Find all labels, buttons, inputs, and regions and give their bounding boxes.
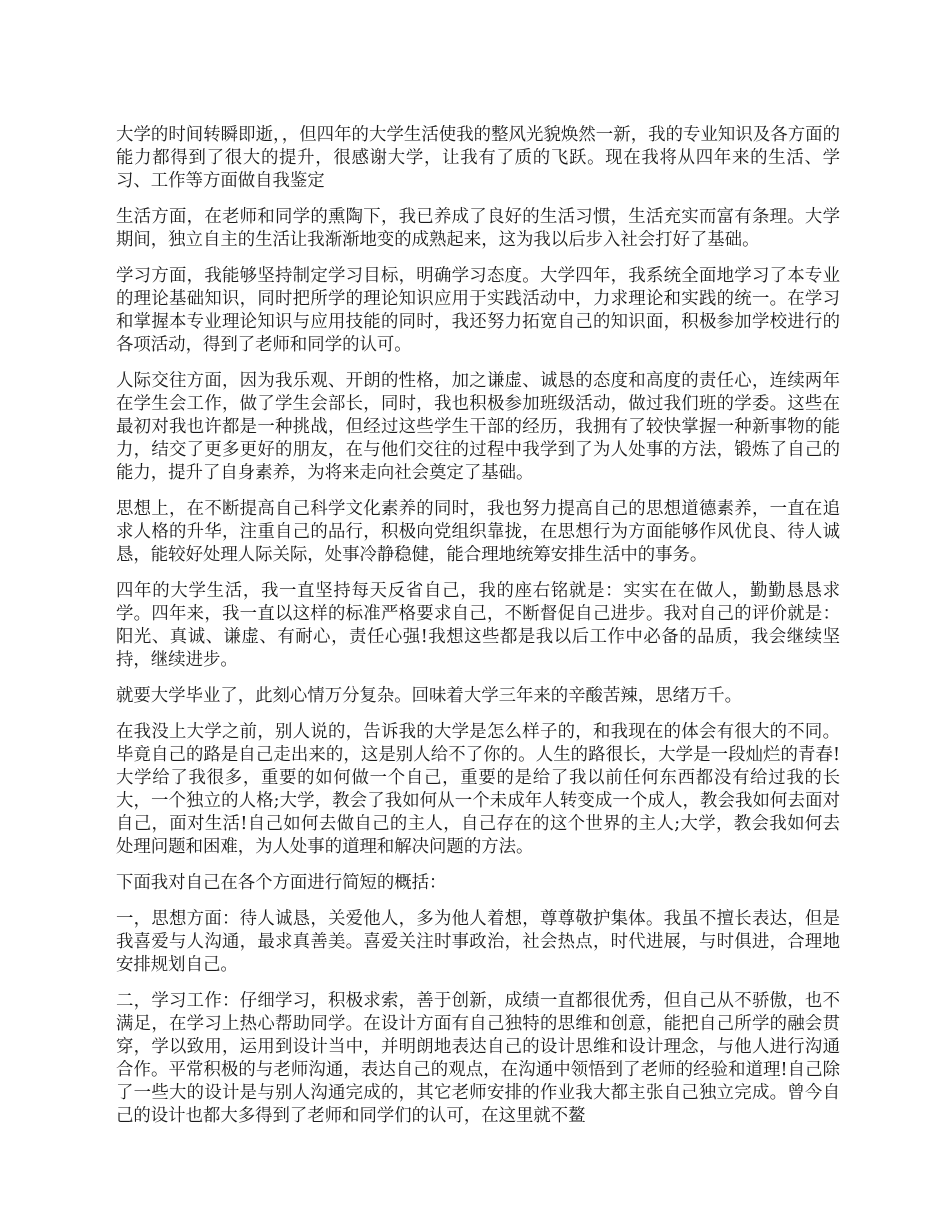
paragraph-before-college: 在我没上大学之前，别人说的，告诉我的大学是怎么样子的，和我现在的体会有很大的不同。毕竟自己的路是自己走出来的，这是别人给不了你的。人生的路很长，大学是一段灿烂的青春!大学给了我很多，重要的如何做一个自己，重要的是给了我以前任何东西都没有给过我的长大，一个独立的人格;大学，教会了我如何从一个未成年人转变成一个成人，教会我如何去面对自己，面对生活!自己如何去做自己的主人，自己存在的这个世界的主人;大学，教会我如何去处理问题和困难，为人处事的道理和解决问题的方法。: [116, 722, 840, 857]
document-body: [116, 124, 840, 1141]
paragraph-study: 学习方面，我能够坚持制定学习目标，明确学习态度。大学四年，我系统全面地学习了本专业的理论基础知识，同时把所学的理论知识应用于实践活动中，力求理论和实践的统一。在学习和掌握本专业理论知识与应用技能的同时，我还努力拓宽自己的知识面，积极参加学校进行的各项活动，得到了老师和同学的认可。: [116, 266, 840, 355]
paragraph-interpersonal: 人际交往方面，因为我乐观、开朗的性格，加之谦虚、诚恳的态度和高度的责任心，连续两年在学生会工作，做了学生会部长，同时，我也积极参加班级活动，做过我们班的学委。这些在最初对我也许都是一种挑战，但经过这些学生干部的经历，我拥有了较快掌握一种新事物的能力，结交了更多更好的朋友，在与他们交往的过程中我学到了为人处事的方法，锻炼了自己的能力，提升了自身素养，为将来走向社会奠定了基础。: [116, 371, 840, 483]
paragraph-summary-intro: 下面我对自己在各个方面进行简短的概括：: [116, 873, 447, 893]
paragraph-intro: 大学的时间转瞬即逝，，但四年的大学生活使我的整风光貌焕然一新，我的专业知识及各方面的能力都得到了很大的提升，很感谢大学，让我有了质的飞跃。现在我将从四年来的生活、学习、工作等方面做自我鉴定: [116, 125, 840, 191]
paragraph-life: 生活方面，在老师和同学的熏陶下，我已养成了良好的生活习惯，生活充实而富有条理。大学期间，独立自主的生活让我渐渐地变的成熟起来，这为我以后步入社会打好了基础。: [116, 207, 840, 250]
paragraph-thought: 思想上，在不断提高自己科学文化素养的同时，我也努力提高自己的思想道德素养，一直在追求人格的升华，注重自己的品行，积极向党组织靠拢，在思想行为方面能够作风优良、待人诚恳，能较好处理人际关际，处事冷静稳健，能合理地统筹安排生活中的事务。: [116, 499, 840, 565]
paragraph-summary-thought: 一，思想方面：待人诚恳，关爱他人，多为他人着想，尊尊敬护集体。我虽不擅长表达，但是我喜爱与人沟通，最求真善美。喜爱关注时事政治，社会热点，时代进展，与时俱进，合理地安排规划自己。: [116, 909, 840, 975]
paragraph-summary-study-work: 二，学习工作：仔细学习，积极求索，善于创新，成绩一直都很优秀，但自己从不骄傲，也不满足，在学习上热心帮助同学。在设计方面有自己独特的思维和创意，能把自己所学的融会贯穿，学以致用，运用到设计当中，并明朗地表达自己的设计思维和设计理念，与他人进行沟通合作。平常积极的与老师沟通，表达自己的观点，在沟通中领悟到了老师的经验和道理!自己除了一些大的设计是与别人沟通完成的，其它老师安排的作业我大都主张自己独立完成。曾今自己的设计也都大多得到了老师和同学们的认可，在这里就不鳌: [116, 991, 840, 1126]
paragraph-graduation: 就要大学毕业了，此刻心情万分复杂。回味着大学三年来的辛酸苦辣，思绪万千。: [116, 686, 743, 706]
paragraph-reflection: 四年的大学生活，我一直坚持每天反省自己，我的座右铭就是：实实在在做人，勤勤恳恳求学。四年来，我一直以这样的标准严格要求自己，不断督促自己进步。我对自己的评价就是：阳光、真诚、谦虚、有耐心，责任心强!我想这些都是我以后工作中必备的品质，我会继续坚持，继续进步。: [116, 581, 840, 670]
